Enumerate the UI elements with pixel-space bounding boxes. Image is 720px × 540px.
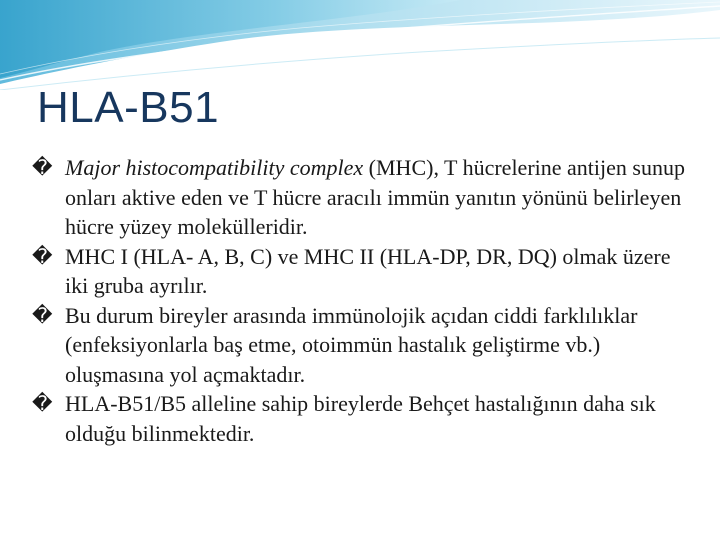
bullet-item	[32, 301, 692, 390]
bullet-marker-icon: �	[32, 155, 53, 179]
bullet-item	[32, 242, 692, 301]
bullet-list	[32, 153, 692, 448]
slide-title: HLA-B51	[37, 83, 220, 132]
bullet-text: (MHC), T hücrelerine antijen sunup onları aktive eden ve T hücre aracılı immün yanıtın yönünü belirleyen hücre yüzey molekülleridir.	[65, 155, 685, 239]
bullet-text: HLA-B51/B5 alleline sahip bireylerde Behçet hastalığının daha sık olduğu bilinmektedir.	[65, 391, 656, 446]
bullet-marker-icon: �	[32, 243, 53, 268]
bullet-marker-icon: �	[32, 391, 53, 415]
bullet-marker-icon: �	[32, 302, 53, 327]
bullet-text: Bu durum bireyler arasında immünolojik açıdan ciddi farklılıklar (enfeksiyonlarla baş etme, otoimmün hastalık geliştirme vb.) oluşmasına yol açmaktadır.	[65, 302, 638, 387]
bullet-item	[32, 153, 692, 242]
bullet-text: MHC I (HLA- A, B, C) ve MHC II (HLA-DP, DR, DQ) olmak üzere iki gruba ayrılır.	[65, 243, 671, 298]
bullet-italic-text: Major histocompatibility complex	[65, 155, 364, 180]
bullet-item	[32, 389, 692, 448]
header-wave-decoration	[0, 0, 720, 90]
